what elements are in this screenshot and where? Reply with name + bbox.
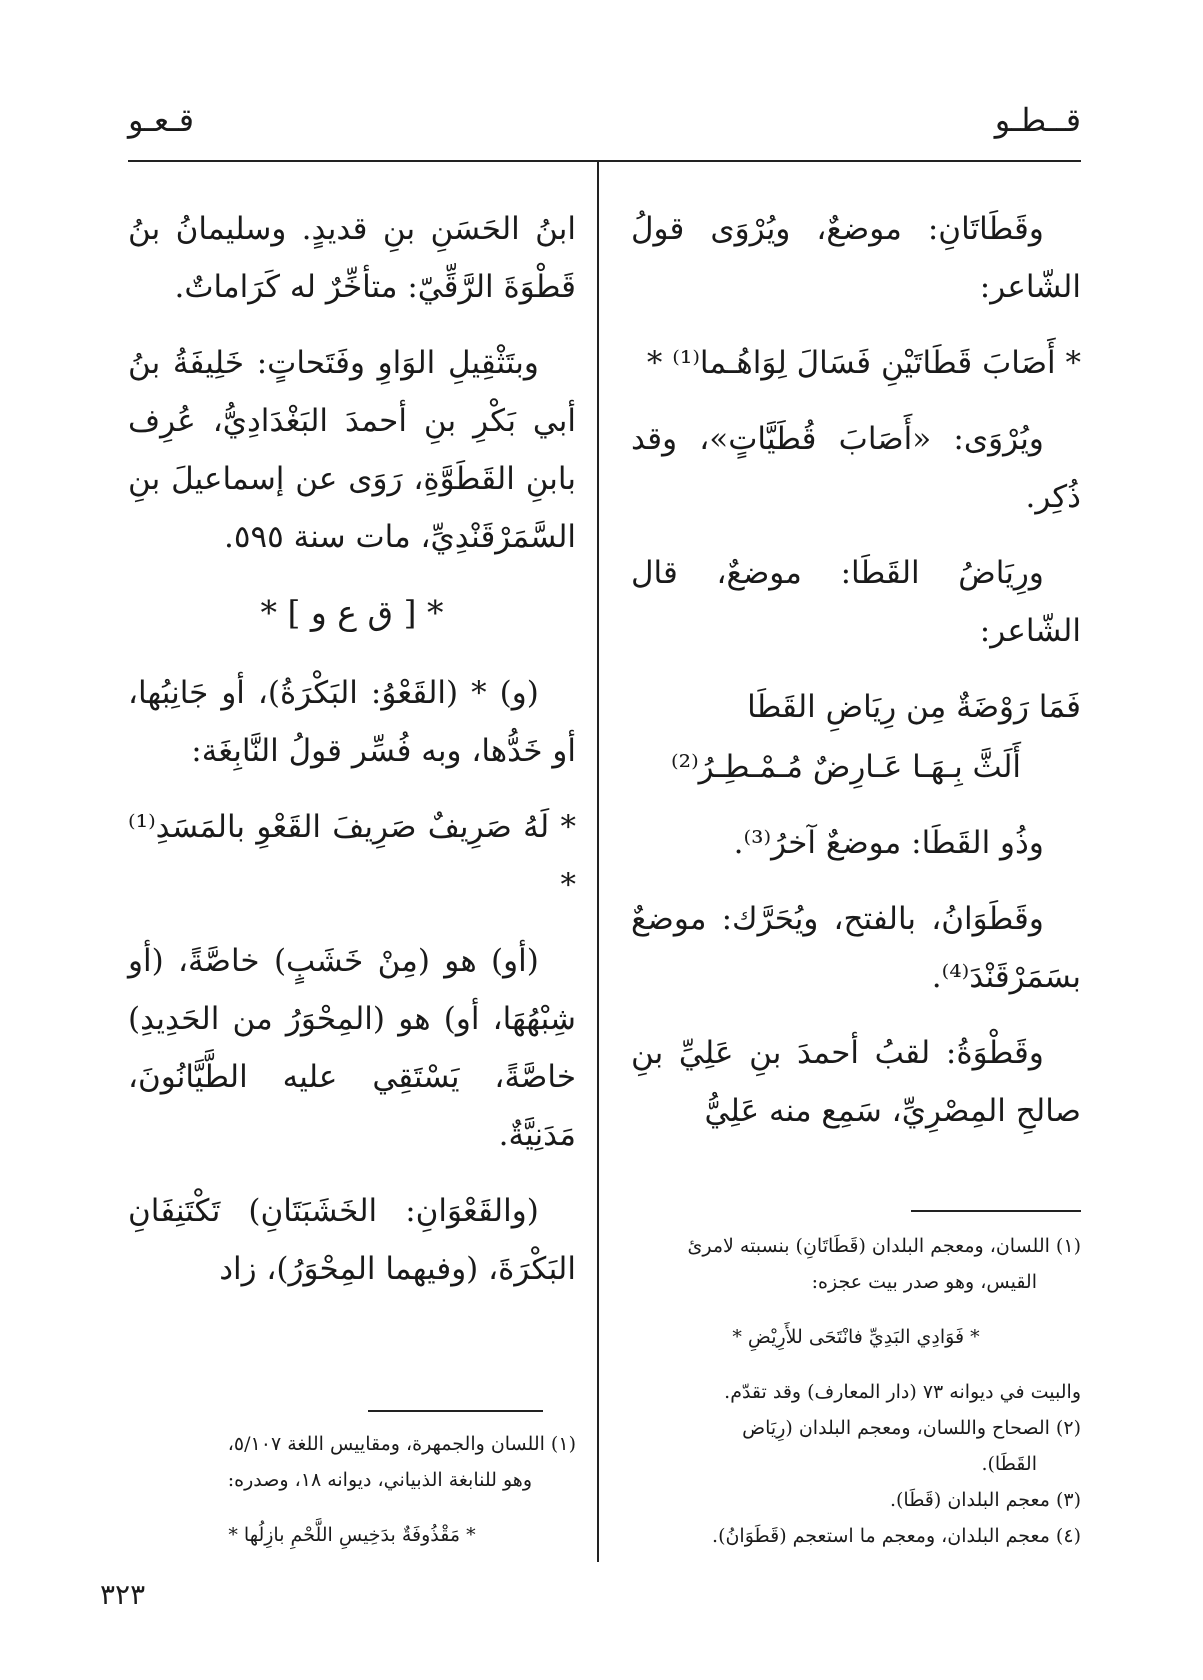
page-number: ٣٢٣ bbox=[100, 1578, 146, 1611]
footnote-rule-left bbox=[368, 1410, 543, 1412]
verse-line: * أَصَابَ قَطَاتَيْنِ فَسَالَ لِوَاهُـما⁽¹⁾ * bbox=[646, 345, 1081, 381]
footnote-line: والبيت في ديوانه ٧٣ (دار المعارف) وقد تقدّم. bbox=[724, 1381, 1081, 1403]
footnote-line: وهو للنابغة الذبياني، ديوانه ١٨، وصدره: bbox=[227, 1469, 532, 1491]
footnote-rule-right bbox=[911, 1210, 1081, 1212]
entry-heading: * [ ق ع و ] * bbox=[260, 593, 444, 632]
footnote-verse: * مَقْذُوفَةٌ بدَخِيسِ اللَّحْمِ بازِلُها * bbox=[228, 1524, 476, 1546]
footnote-line: (٤) معجم البلدان، ومعجم ما استعجم (قَطَوَانُ). bbox=[712, 1525, 1081, 1547]
footnote-line: القيس، وهو صدر بيت عجزه: bbox=[811, 1271, 1037, 1293]
footnotes-right bbox=[631, 1228, 1081, 1554]
footnote-line: (٢) الصحاح واللسان، ومعجم البلدان (رِيَاض bbox=[742, 1417, 1081, 1439]
paragraph: (أو) هو (مِنْ خَشَبٍ) خاصَّةً، (أو شِبْهُهَا، أو) هو (المِحْوَرُ من الحَدِيدِ) خاصَّةً، يَسْتَقِي عليه الطَّيَّانُونَ، مَدَنِيَّةٌ. bbox=[128, 943, 576, 1153]
footnote-line: (١) اللسان والجمهرة، ومقاييس اللغة ٥/١٠٧، bbox=[227, 1433, 576, 1455]
paragraph: (والقَعْوَانِ: الخَشَبَتَانِ) تَكْتَنِفَانِ البَكْرَةَ، (وفيهما المِحْوَرُ)، زاد bbox=[128, 1193, 576, 1287]
footnotes-left bbox=[128, 1426, 576, 1572]
paragraph: ويُرْوَى: «أَصَابَ قُطَيَّاتٍ»، وقد ذُكِر. bbox=[631, 421, 1081, 515]
left-column bbox=[128, 200, 576, 1316]
paragraph: ورِيَاضُ القَطَا: موضعٌ، قال الشّاعر: bbox=[631, 555, 1081, 649]
paragraph: وقَطَوَانُ، بالفتح، ويُحَرَّك: موضعٌ بسَمَرْقَنْدَ⁽⁴⁾. bbox=[631, 901, 1081, 995]
footnote-verse: * فَوَادِي البَدِيِّ فانْتَحَى للأَرِيْضِ * bbox=[732, 1326, 980, 1348]
footnote-line: (٣) معجم البلدان (قَطَا). bbox=[889, 1489, 1081, 1511]
header-rule bbox=[128, 160, 1081, 162]
paragraph: وقَطْوَةُ: لقبُ أحمدَ بنِ عَلِيِّ بنِ صالحِ المِصْرِيِّ، سَمِع منه عَلِيُّ bbox=[631, 1035, 1081, 1129]
paragraph: وقَطَاتَانِ: موضعٌ، ويُرْوَى قولُ الشّاعر: bbox=[631, 211, 1081, 305]
verse-line: * لَهُ صَرِيفٌ صَرِيفَ القَعْوِ بالمَسَدِ⁽¹⁾ * bbox=[128, 809, 576, 903]
paragraph: (و) * (القَعْوُ: البَكْرَةُ)، أو جَانِبُها، أو خَدُّها، وبه فُسِّر قولُ النَّابِغَة: bbox=[128, 675, 576, 769]
column-divider bbox=[597, 162, 599, 1562]
running-header-right: قــطـو bbox=[994, 101, 1081, 139]
footnote-line: (١) اللسان، ومعجم البلدان (قَطَاتَانِ) بنسبته لامرئ bbox=[687, 1235, 1081, 1257]
verse-line: أَلَثَّ بِـهَـا عَـارِضٌ مُـمْـطِـرُ⁽²⁾ bbox=[671, 749, 1022, 785]
paragraph: وبتَثْقِيلِ الوَاوِ وفَتَحاتٍ: خَلِيفَةُ بنُ أبي بَكْرِ بنِ أحمدَ البَغْدَادِيُّ، عُرِف بابنِ القَطَوَّةِ، رَوَى عن إسماعيلَ بنِ السَّمَرْقَنْدِيِّ، مات سنة ٥٩٥. bbox=[128, 345, 576, 555]
verse-line: فَمَا رَوْضَةٌ مِن رِيَاضِ القَطَا bbox=[747, 689, 1081, 725]
paragraph: ابنُ الحَسَنِ بنِ قديدٍ. وسليمانُ بنُ قَطْوَةَ الرَّقِّيّ: متأخِّرٌ له كَرَاماتٌ. bbox=[128, 211, 576, 305]
footnote-line: القَطَا). bbox=[981, 1453, 1037, 1475]
running-header-left: قـعـو bbox=[128, 101, 195, 139]
paragraph: وذُو القَطَا: موضعٌ آخرُ⁽³⁾. bbox=[733, 825, 1044, 861]
right-column bbox=[631, 200, 1081, 1158]
